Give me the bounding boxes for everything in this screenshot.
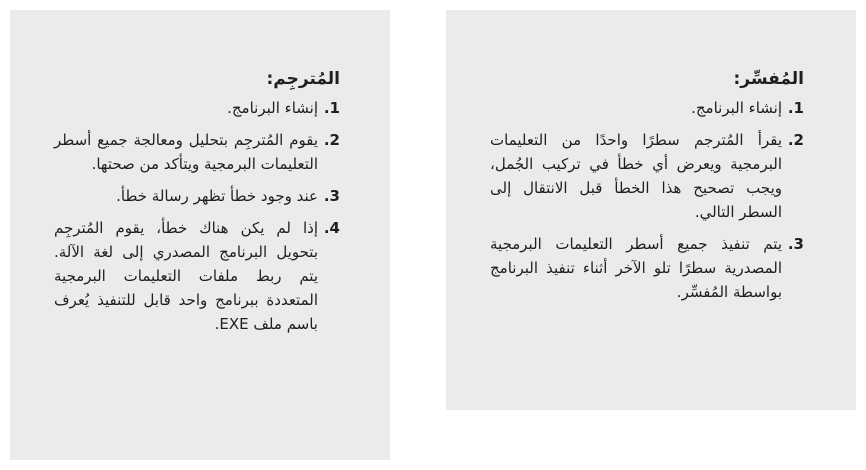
step-number: .2 — [787, 131, 804, 149]
step-text: إذا لم يكن هناك خطأ، يقوم المُترجِم بتحويل البرنامج المصدري إلى لغة الآلة. يتم ربط ملفات التعليمات البرمجية المتعددة ببرنامج واحد قابل للتنفيذ يُعرف باسم ملف EXE. — [54, 219, 318, 333]
step-text: عند وجود خطأ تظهر رسالة خطأ. — [116, 187, 318, 205]
compiler-card — [10, 10, 390, 460]
step-text: إنشاء البرنامج. — [227, 99, 318, 117]
interpreter-steps-list — [490, 96, 804, 304]
interpreter-card — [446, 10, 856, 410]
step-text: يقرأ المُترجم سطرًا واحدًا من التعليمات البرمجية ويعرض أي خطأ في تركيب الجُمل، ويجب تصحيح هذا الخطأ قبل الانتقال إلى السطر التالي. — [490, 131, 782, 221]
compiler-steps-list — [54, 96, 340, 336]
step-number: .4 — [323, 219, 340, 237]
step-number: .3 — [323, 187, 340, 205]
list-item — [54, 184, 340, 208]
interpreter-title: المُفسِّر: — [733, 69, 804, 89]
step-number: .3 — [787, 235, 804, 253]
list-item — [54, 96, 340, 120]
list-item — [490, 96, 804, 120]
list-item — [490, 128, 804, 224]
step-number: .1 — [323, 99, 340, 117]
step-text: إنشاء البرنامج. — [691, 99, 782, 117]
step-text: يقوم المُترجِم بتحليل ومعالجة جميع أسطر التعليمات البرمجية ويتأكد من صحتها. — [54, 131, 318, 173]
list-item — [490, 232, 804, 304]
list-item — [54, 128, 340, 176]
list-item — [54, 216, 340, 336]
step-number: .2 — [323, 131, 340, 149]
step-number: .1 — [787, 99, 804, 117]
step-text: يتم تنفيذ جميع أسطر التعليمات البرمجية المصدرية سطرًا تلو الآخر أثناء تنفيذ البرنامج بواسطة المُفسِّر. — [490, 235, 782, 301]
compiler-title: المُترجِم: — [266, 69, 340, 89]
